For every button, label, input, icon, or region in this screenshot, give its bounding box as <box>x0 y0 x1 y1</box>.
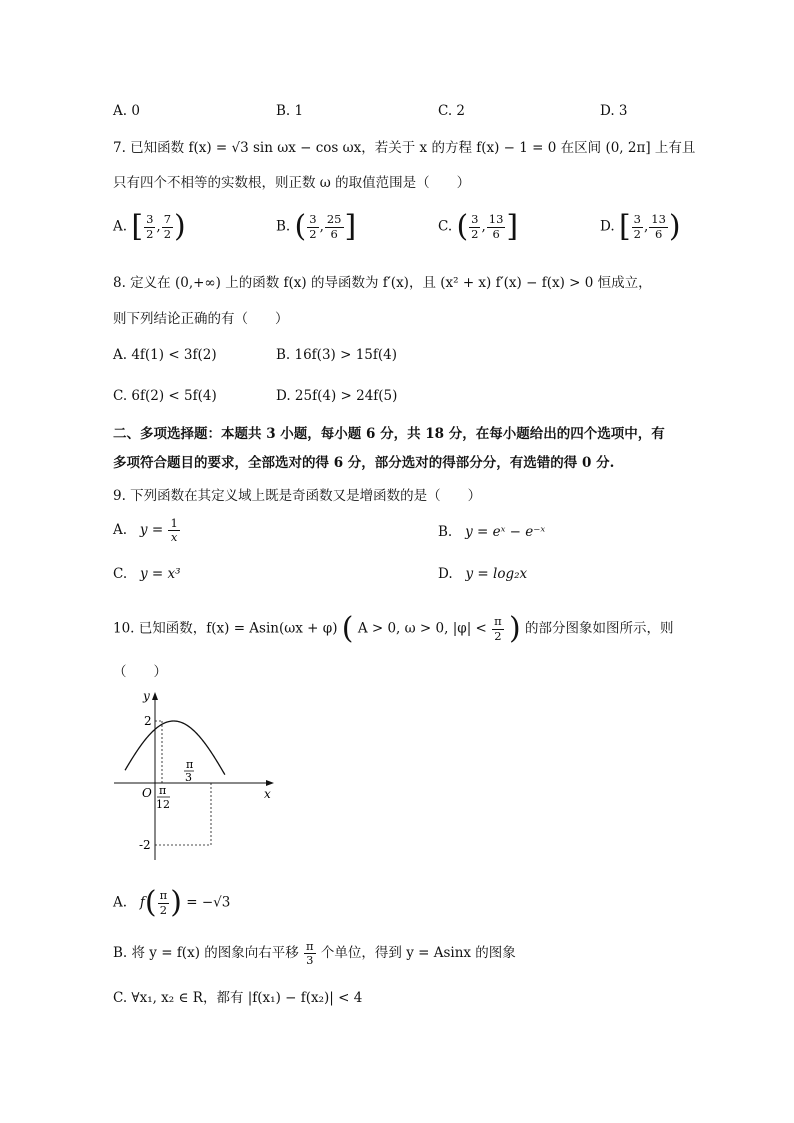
interval-upper-num: 25 <box>326 212 342 227</box>
interval-lower-den: 2 <box>471 226 479 241</box>
graph-tick2-num: π <box>186 758 194 771</box>
q10-stem-line2: （ ） <box>113 664 167 680</box>
q8-option-b[interactable]: B. 16f(3) > 15f(4) <box>276 347 397 363</box>
q10-option-c[interactable]: C. ∀x₁, x₂ ∈ R，都有 |f(x₁) − f(x₂)| < 4 <box>113 990 363 1006</box>
q10-cond-den: 2 <box>494 628 502 643</box>
interval-open: [ <box>131 209 144 244</box>
interval-lower <box>307 213 318 240</box>
q10-stem-line1 <box>113 611 674 646</box>
q6-option-c[interactable]: C. 2 <box>438 103 466 119</box>
q6-option-d[interactable]: D. 3 <box>600 103 628 119</box>
section2-heading-line2: 多项符合题目的要求，全部选对的得 6 分，部分选对的得部分分，有选错的得 0 分. <box>113 455 615 471</box>
q9-option-a[interactable] <box>113 517 181 544</box>
q8-stem-line2: 则下列结论正确的有（ ） <box>113 311 289 327</box>
interval-lower <box>469 213 480 240</box>
q7-stem-line2: 只有四个不相等的实数根，则正数 ω 的取值范围是（ ） <box>113 175 471 191</box>
q8-option-c[interactable]: C. 6f(2) < 5f(4) <box>113 388 217 404</box>
q9-option-d[interactable] <box>438 566 527 582</box>
interval-upper-num: 7 <box>163 212 172 227</box>
interval-upper-den: 6 <box>654 226 663 241</box>
q10-option-b-num: π <box>306 939 314 953</box>
graph-sine-curve <box>125 721 225 775</box>
q9-option-a-den: x <box>170 530 178 545</box>
q10-option-b[interactable] <box>113 940 516 967</box>
q9-stem: 9. 下列函数在其定义域上既是奇函数又是增函数的是（ ） <box>113 488 482 504</box>
q10-option-b-post: 个单位，得到 y = Asinx 的图象 <box>320 945 516 962</box>
q10-option-a-paren-close: ) <box>170 885 182 920</box>
q9-option-b-expr: y = eˣ − e⁻ˣ <box>465 524 546 540</box>
q9-option-b[interactable] <box>438 524 545 540</box>
q10-stem-post: 的部分图象如图所示，则 <box>525 620 674 637</box>
graph-x-axis-arrow <box>266 780 274 786</box>
q7-stem-line1: 7. 已知函数 f(x) = √3 sin ωx − cos ωx，若关于 x 的方程 f(x) − 1 = 0 在区间 (0, 2π] 上有且 <box>113 140 696 156</box>
option-label: D. <box>600 218 619 235</box>
option-label: C. <box>438 218 457 235</box>
graph-origin-label: O <box>142 786 152 800</box>
interval-comma: , <box>481 218 486 235</box>
q10-option-b-den: 3 <box>306 953 314 968</box>
interval-comma: , <box>643 218 649 235</box>
q10-option-a[interactable] <box>113 885 231 920</box>
q9-option-c[interactable] <box>113 566 181 582</box>
interval-lower-num: 3 <box>146 212 154 227</box>
interval-upper-den: 2 <box>163 226 172 241</box>
q10-option-a-f: f <box>139 894 145 911</box>
q10-option-b-pre: B. 将 y = f(x) 的图象向右平移 <box>113 945 299 962</box>
graph-tick2-den: 3 <box>185 771 192 784</box>
q10-option-a-den: 2 <box>159 902 168 917</box>
interval-open: ( <box>294 209 307 244</box>
interval-lower-num: 3 <box>471 212 479 227</box>
interval-close: ] <box>344 209 357 244</box>
interval-upper-num: 13 <box>488 212 504 227</box>
interval-comma: , <box>156 218 161 235</box>
section2-heading-line1: 二、多项选择题：本题共 3 小题，每小题 6 分，共 18 分，在每小题给出的四个选项中，有 <box>113 426 665 442</box>
interval-close: ] <box>506 209 519 244</box>
q10-sine-graph <box>108 688 284 864</box>
interval-lower-den: 2 <box>633 226 641 241</box>
q9-option-b-label: B. <box>438 524 453 540</box>
q10-option-a-label: A. <box>113 894 128 911</box>
interval-lower <box>632 213 643 240</box>
graph-y-label: y <box>143 689 150 703</box>
option-label: A. <box>113 218 132 235</box>
graph-tick1-den: 12 <box>156 798 170 811</box>
q7-option-d[interactable] <box>600 209 681 244</box>
interval-lower-num: 3 <box>309 212 317 227</box>
q10-option-a-post: = −√3 <box>186 894 231 911</box>
interval-open: [ <box>618 209 631 244</box>
q10-option-a-paren-open: ( <box>144 885 157 920</box>
interval-comma: , <box>319 218 324 235</box>
q9-option-a-num: 1 <box>170 516 178 530</box>
q10-stem-pre: 10. 已知函数，f(x) = Asin(ωx + φ) <box>113 620 338 637</box>
graph-y-axis-arrow <box>152 692 158 700</box>
interval-upper <box>649 213 668 240</box>
interval-upper-num: 13 <box>651 212 666 227</box>
option-label: B. <box>276 218 295 235</box>
interval-upper <box>325 213 344 240</box>
q6-option-a[interactable]: A. 0 <box>113 103 140 119</box>
q10-paren-open: ( <box>341 611 354 646</box>
q10-option-a-num: π <box>159 888 168 903</box>
interval-upper-den: 6 <box>492 226 500 241</box>
interval-upper-den: 6 <box>330 226 338 241</box>
q6-option-b[interactable]: B. 1 <box>276 103 304 119</box>
interval-lower-den: 2 <box>146 226 154 241</box>
q10-paren-close: ) <box>509 611 521 646</box>
q9-option-a-expr: y = <box>139 522 164 539</box>
graph-x-label: x <box>264 787 271 801</box>
interval-upper <box>162 213 173 240</box>
graph-ymin-label: -2 <box>139 838 151 852</box>
interval-upper <box>487 213 506 240</box>
q10-cond-num: π <box>494 614 502 629</box>
q7-option-c[interactable] <box>438 209 519 244</box>
q7-option-a[interactable] <box>113 209 186 244</box>
graph-ymax-label: 2 <box>144 714 152 728</box>
q10-stem-cond: A > 0, ω > 0, |φ| < <box>357 620 487 637</box>
q9-option-a-label: A. <box>113 522 128 539</box>
q7-option-b[interactable] <box>276 209 357 244</box>
interval-close: ) <box>668 209 681 244</box>
interval-lower <box>144 213 155 240</box>
q8-stem-line1: 8. 定义在 (0,+∞) 上的函数 f(x) 的导函数为 f′(x)，且 (x² + x) f′(x) − f(x) > 0 恒成立， <box>113 275 652 291</box>
interval-lower-den: 2 <box>309 226 317 241</box>
graph-tick1-num: π <box>159 784 167 797</box>
interval-open: ( <box>456 209 469 244</box>
q8-option-a[interactable]: A. 4f(1) < 3f(2) <box>113 347 217 363</box>
q9-option-d-expr: y = log₂x <box>465 566 528 582</box>
q8-option-d[interactable]: D. 25f(4) > 24f(5) <box>276 388 398 404</box>
interval-close: ) <box>174 209 186 244</box>
q9-option-d-label: D. <box>438 566 453 582</box>
q9-option-c-expr: y = x³ <box>140 566 181 582</box>
q9-option-c-label: C. <box>113 566 128 582</box>
interval-lower-num: 3 <box>633 212 641 227</box>
